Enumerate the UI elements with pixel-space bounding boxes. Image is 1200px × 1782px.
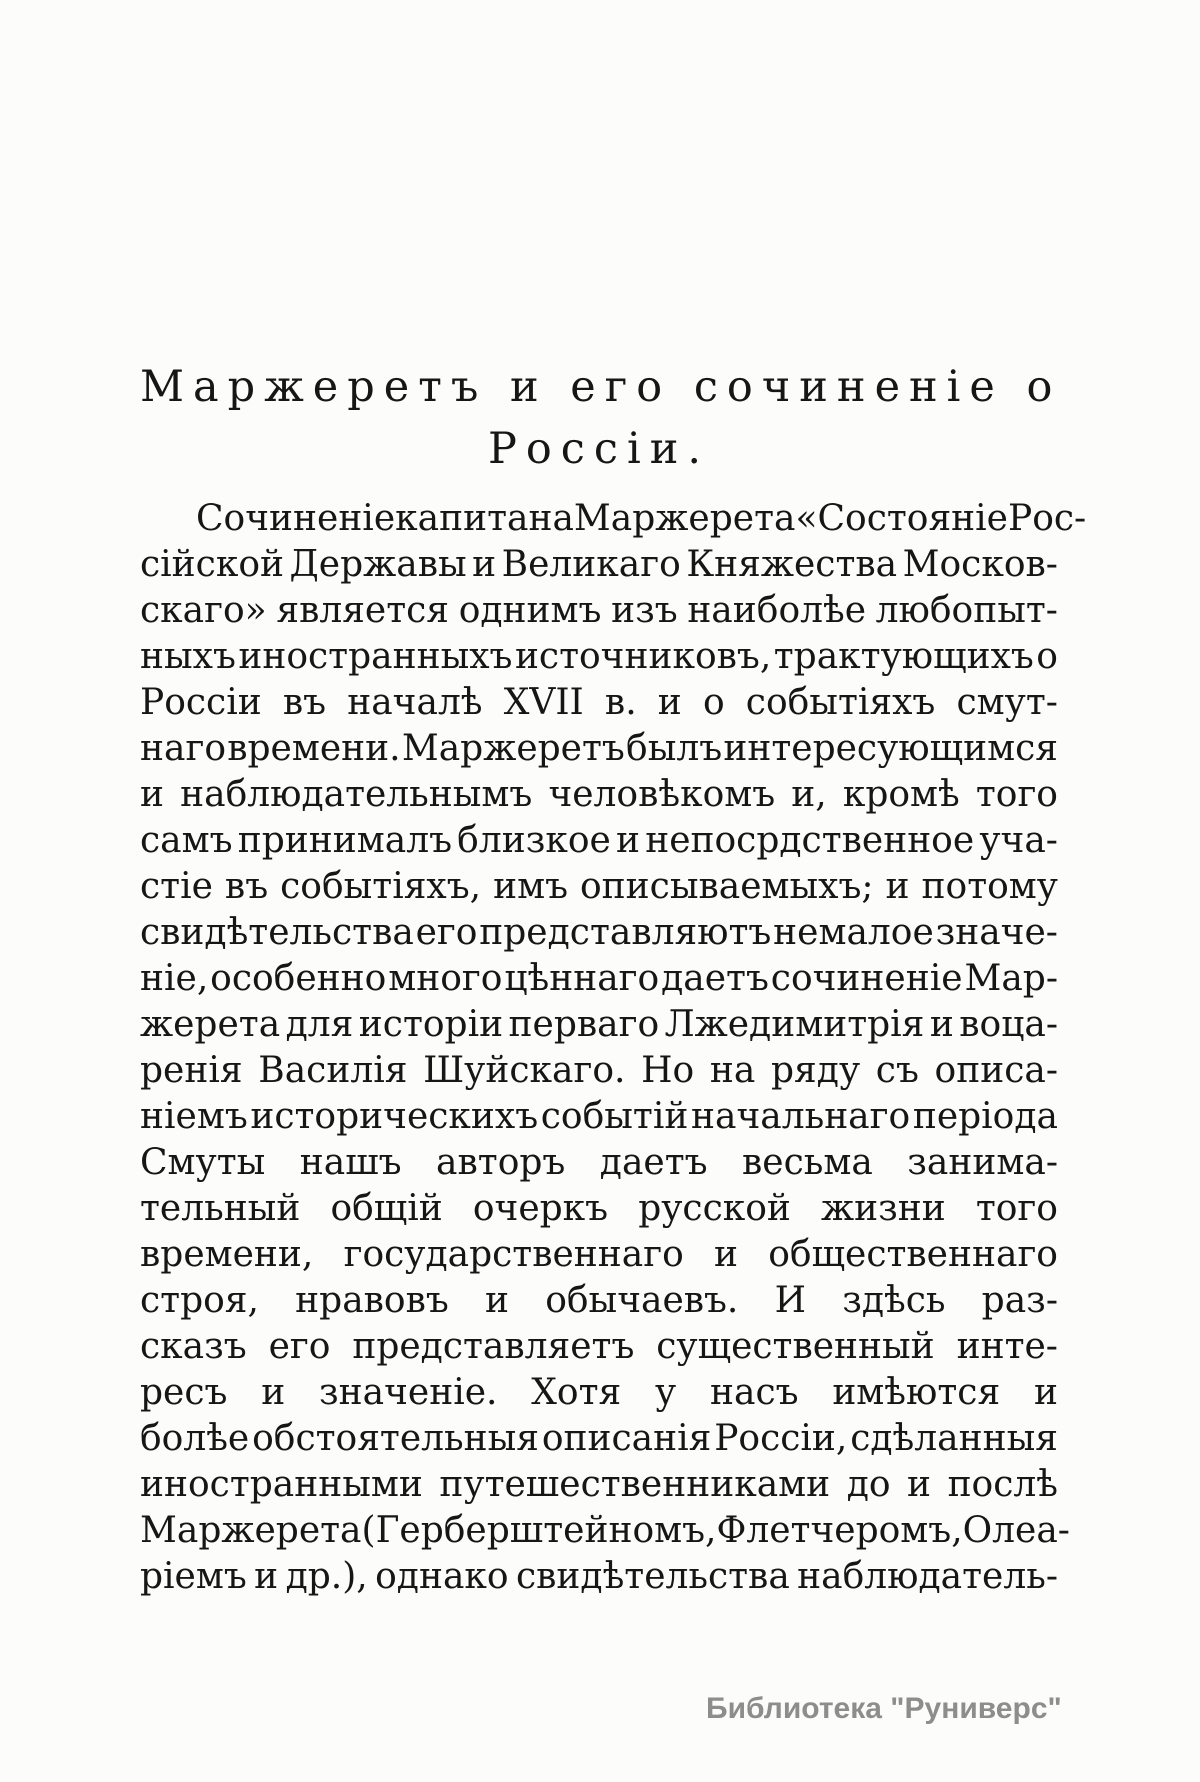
word: Княжества [686,544,898,585]
word: является [276,590,450,631]
word: и [885,866,910,907]
word: и [907,1464,932,1505]
word: былъ [626,728,723,769]
word: интересующимся [723,728,1058,769]
text-line [140,1232,1058,1278]
word: Но [641,1050,695,1091]
text-line [140,680,1058,726]
word: в. [604,682,637,723]
word: скаго» [140,590,267,631]
word: и [714,1234,738,1275]
word: его [415,912,478,953]
text-line [140,588,1058,634]
word: Мар- [964,958,1058,999]
word: описанія [541,1418,712,1459]
word: значеніе. [319,1372,498,1413]
word: ныхъ [140,636,236,677]
text-line [140,542,1058,588]
word: ніемъ [140,1096,248,1137]
word: до [846,1464,891,1505]
word: любопыт- [875,590,1058,631]
word: и, [791,774,827,815]
word: ренія [140,1050,243,1091]
word: его [268,1326,331,1367]
word: человѣкомъ [548,774,776,815]
word: XVII [503,682,584,723]
chapter-title-line-1: Маржеретъ и его сочиненіе о [140,362,1062,412]
word: въ [282,682,327,723]
chapter-title [140,356,1062,480]
word: наго [140,728,226,769]
word: путешественниками [439,1464,831,1505]
word: государственнаго [343,1234,684,1275]
word: много [388,958,503,999]
word: нашъ [299,1142,402,1183]
word: наблюдательнымъ [180,774,533,815]
word: Россіи [140,682,262,723]
word: цѣннаго [504,958,660,999]
word: самъ [140,820,233,861]
word: Великаго [501,544,681,585]
word: стіе [140,866,213,907]
word: ріемъ [140,1556,247,1597]
word: потому [921,866,1058,907]
library-watermark: Библиотека "Руниверс" [706,1692,1062,1725]
word: Москов- [902,544,1058,585]
word: Шуйскаго. [423,1050,626,1091]
word: времени. [227,728,401,769]
text-line [140,1048,1058,1094]
word: изъ [611,590,678,631]
word: «Состояніе [795,498,1008,539]
word: очеркъ [472,1188,609,1229]
word: источниковъ, [514,636,772,677]
text-line [140,1278,1058,1324]
word: Державы [289,544,467,585]
word: иностранными [140,1464,423,1505]
word: существенный [656,1326,935,1367]
word: исторіи [358,1004,504,1045]
word: (Герберштейномъ, [361,1510,717,1551]
word: русской [638,1188,791,1229]
word: жерета [140,1004,281,1045]
word: ресъ [140,1372,228,1413]
word: нравовъ [295,1280,449,1321]
word: капитана [395,498,574,539]
word: Маржерета [140,1510,362,1551]
word: ряду [771,1050,861,1091]
word: перваго [508,1004,660,1045]
word: Олеа- [962,1510,1070,1551]
word: однако [375,1556,509,1597]
word: начальнаго [691,1096,911,1137]
word: Маржерета [573,498,796,539]
word: др.), [285,1556,368,1597]
word: тельный [140,1188,301,1229]
word: на [709,1050,756,1091]
word: свидѣтельства [140,912,414,953]
word: Флетчеромъ, [716,1510,963,1551]
text-line [140,818,1058,864]
text-line [140,1508,1070,1554]
word: и [929,1004,954,1045]
word: общій [330,1188,443,1229]
word: событіяхъ, [280,866,482,907]
word: началѣ [347,682,483,723]
word: событіяхъ [745,682,936,723]
word: и [140,774,164,815]
word: и [484,1280,509,1321]
word: сдѣланныя [850,1418,1058,1459]
text-line [140,910,1058,956]
word: раз- [981,1280,1058,1321]
word: жизни [821,1188,946,1229]
word: насъ [709,1372,799,1413]
word: и [1033,1372,1058,1413]
word: Хотя [531,1372,622,1413]
word: обстоятельныя [252,1418,539,1459]
word: Сочиненіе [196,498,396,539]
word: сочиненіе [770,958,963,999]
word: здѣсь [842,1280,946,1321]
word: однимъ [458,590,602,631]
word: кромѣ [842,774,960,815]
word: въ [224,866,269,907]
word: событій [540,1096,689,1137]
word: и [254,1556,279,1597]
word: наиболѣе [687,590,866,631]
word: и [616,820,641,861]
text-line [140,726,1058,772]
text-line [140,496,1087,542]
text-line [140,956,1058,1002]
word: Смуты [140,1142,266,1183]
word: весьма [742,1142,873,1183]
word: особенно [210,958,387,999]
word: послѣ [947,1464,1058,1505]
word: періода [912,1096,1058,1137]
text-line [140,772,1058,818]
word: уча- [979,820,1058,861]
word: для [285,1004,354,1045]
word: имъ [493,866,568,907]
word: наблюдатель- [797,1556,1058,1597]
word: общественнаго [768,1234,1058,1275]
word: описа- [934,1050,1058,1091]
word: у [655,1372,677,1413]
word: даетъ [599,1142,708,1183]
text-line [140,1370,1058,1416]
text-line [140,1462,1058,1508]
word: Лжедимитрія [664,1004,925,1045]
word: непосрдственное [645,820,975,861]
word: Василія [258,1050,408,1091]
word: занима- [907,1142,1058,1183]
word: смут- [956,682,1058,723]
word: о [1036,636,1058,677]
word: близкое [457,820,611,861]
word: того [975,1188,1058,1229]
word: И [774,1280,806,1321]
word: Россіи, [714,1418,848,1459]
word: имѣются [832,1372,1001,1413]
word: времени, [140,1234,314,1275]
word: строя, [140,1280,259,1321]
text-line [140,1094,1058,1140]
text-line [140,1186,1058,1232]
word: трактующихъ [773,636,1034,677]
word: съ [875,1050,919,1091]
text-line [140,1554,1058,1600]
word: принималъ [237,820,452,861]
word: представляетъ [352,1326,635,1367]
text-line [140,1140,1058,1186]
text-line [140,1324,1058,1370]
body-text [140,496,1087,1600]
text-line [140,1416,1058,1462]
text-line [140,1002,1058,1048]
word: авторъ [436,1142,566,1183]
word: описываемыхъ; [580,866,874,907]
word: о [702,682,725,723]
chapter-title-line-2: Россіи. [487,424,711,474]
word: представляютъ [479,912,772,953]
word: Маржеретъ [401,728,625,769]
word: иностранныхъ [238,636,513,677]
word: и [261,1372,286,1413]
text-line [140,864,1058,910]
word: немалое [773,912,934,953]
word: и [657,682,682,723]
word: даетъ [661,958,769,999]
word: Рос- [1007,498,1087,539]
word: инте- [956,1326,1058,1367]
word: свидѣтельства [515,1556,790,1597]
word: сійской [140,544,284,585]
word: значе- [935,912,1058,953]
word: и [472,544,497,585]
word: ніе, [140,958,209,999]
word: того [975,774,1058,815]
word: сказъ [140,1326,247,1367]
word: историческихъ [250,1096,539,1137]
text-line [140,634,1058,680]
word: обычаевъ. [545,1280,739,1321]
word: воца- [959,1004,1058,1045]
word: болѣе [140,1418,250,1459]
